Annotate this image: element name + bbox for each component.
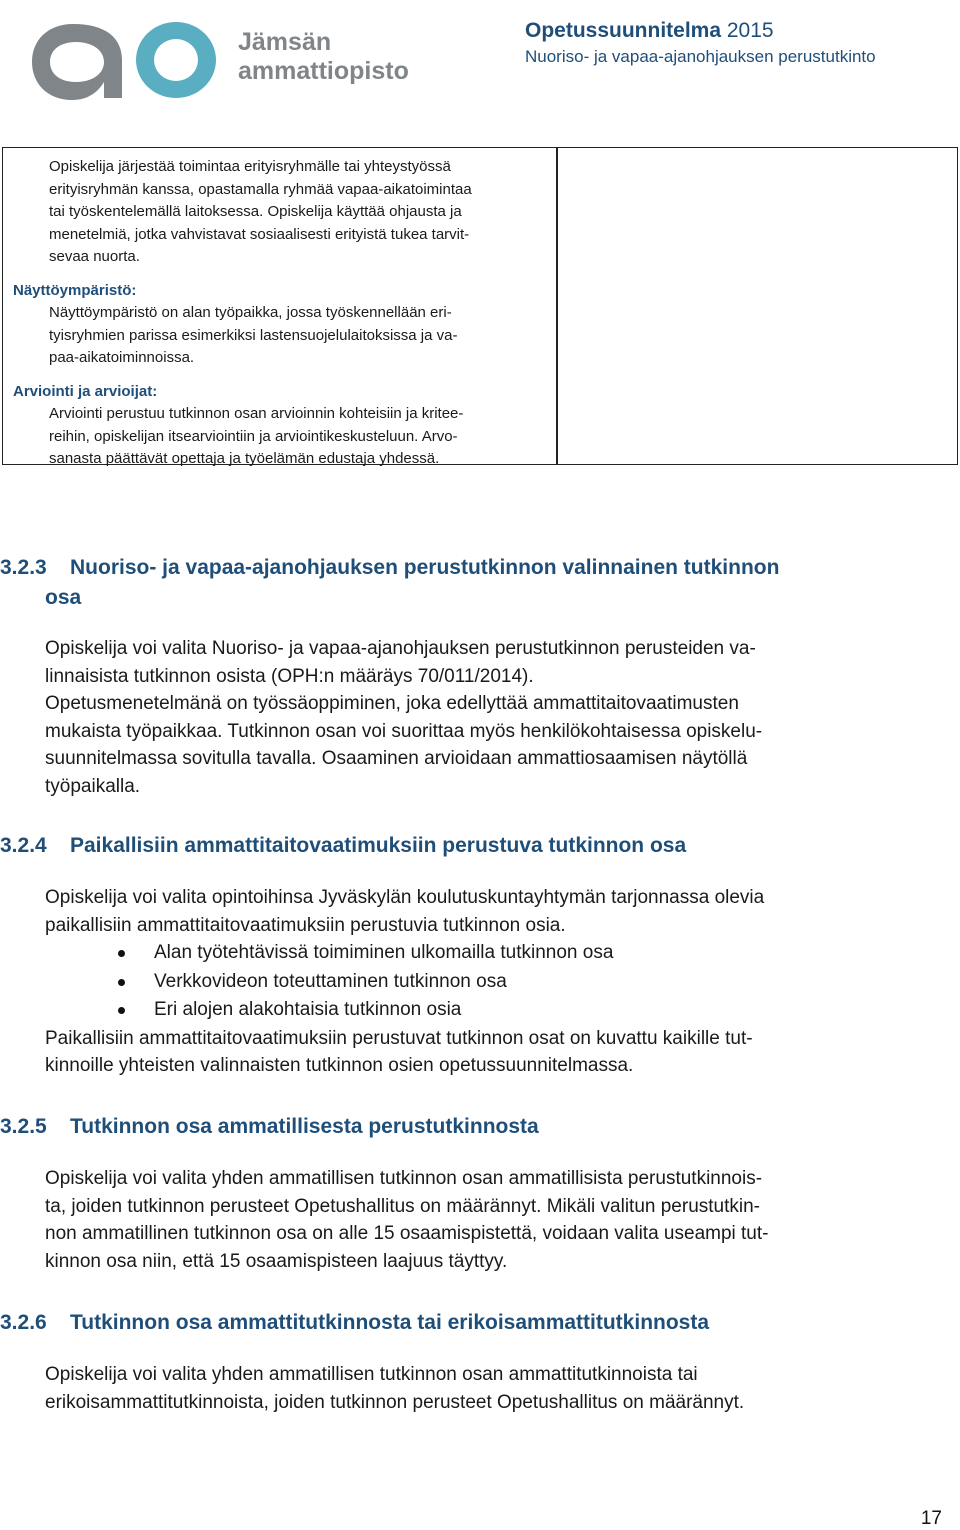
text-line: kinnoille yhteisten valinnaisten tutkinnon osien opetussuunnitelmassa. (45, 1055, 634, 1076)
svg-text:ammattiopisto: ammattiopisto (238, 57, 409, 85)
logo-letter-o-icon (136, 22, 216, 98)
bullet-list (0, 939, 925, 1025)
section-number: 3.2.6 (0, 1311, 47, 1334)
text-line: paa-aikatoiminnoissa. (49, 349, 195, 366)
list-item (0, 939, 925, 968)
environment-paragraph (13, 302, 553, 370)
section-title: Tutkinnon osa ammatillisesta perustutkinnosta (70, 1115, 539, 1138)
section-title: Nuoriso- ja vapaa-ajanohjauksen perustutkinnon valinnainen tutkinnon (70, 556, 780, 579)
assessment-label: Arviointi ja arvioijat: (13, 382, 158, 400)
intro-paragraph (13, 156, 553, 269)
section-heading-3-2-6 (0, 1308, 950, 1338)
text-line: linnaisista tutkinnon osista (OPH:n määräys 70/011/2014). (45, 665, 534, 687)
page-header (0, 0, 960, 110)
text-line: Arviointi perustuu tutkinnon osan arvioinnin kohteisiin ja kritee- (49, 405, 464, 422)
text-line: Opiskelija voi valita yhden ammatillisen tutkinnon osan ammatillisista perustutkinnois- (45, 1168, 763, 1189)
section-3-2-5-body (45, 1165, 925, 1275)
section-heading-3-2-4 (0, 831, 950, 861)
bullet-icon (118, 950, 125, 957)
header-document-info (525, 18, 930, 69)
svg-text:Jämsän: Jämsän (238, 28, 332, 56)
text-line: tai työskentelemällä laitoksessa. Opiskelija käyttää ohjausta ja (49, 203, 462, 220)
bullet-icon (118, 1007, 125, 1014)
text-line: Opiskelija voi valita opintoihinsa Jyväskylän koulutuskuntayhtymän tarjonnassa olevia (45, 887, 765, 908)
section-3-2-6-body (45, 1361, 925, 1416)
text-line: paikallisiin ammattitaitovaatimuksiin perustuvia tutkinnon osia. (45, 914, 566, 936)
text-line: sevaa nuorta. (49, 248, 140, 265)
text-line: työpaikalla. (45, 775, 141, 797)
text-line: erityisryhmän kanssa, opastamalla ryhmää vapaa-aikatoimintaa (49, 180, 472, 198)
list-item (0, 996, 925, 1025)
text-line: sanasta päättävät opettaja ja työelämän edustaja yhdessä. (49, 450, 440, 467)
text-line: reihin, opiskelijan itsearviointiin ja arviointikeskusteluun. Arvo- (49, 427, 458, 445)
text-line: Opetusmenetelmänä on työssäoppiminen, joka edellyttää ammattitaitovaatimusten (45, 693, 739, 714)
table-column-divider (556, 148, 558, 464)
text-line: tyisryhmien parissa esimerkiksi lastensuojelulaitoksissa ja va- (49, 326, 458, 344)
section-title: Tutkinnon osa ammattitutkinnosta tai erikoisammattitutkinnosta (70, 1311, 710, 1334)
section-3-2-4-body (45, 884, 925, 1080)
text-line: kinnon osa niin, että 15 osaamispisteen laajuus täyttyy. (45, 1250, 508, 1272)
text-line: menetelmiä, jotka vahvistavat sosiaalisesti erityistä tukea tarvit- (49, 225, 470, 243)
list-item-text: Alan työtehtävissä toimiminen ulkomailla tutkinnon osa (154, 942, 614, 963)
text-line: non ammatillinen tutkinnon osa on alle 15 osaamispistettä, voidaan valita useampi tut- (45, 1223, 769, 1244)
text-line: Paikallisiin ammattitaitovaatimuksiin perustuvat tutkinnon osat on kuvattu kaikille tut- (45, 1027, 753, 1049)
text-line: Opiskelija voi valita Nuoriso- ja vapaa-ajanohjauksen perustutkinnon perusteiden va- (45, 638, 756, 659)
text-line: Opiskelija järjestää toimintaa erityisryhmälle tai yhteystyössä (49, 158, 451, 175)
page-number: 17 (920, 1508, 942, 1529)
document-title (525, 18, 930, 44)
text-line: Opiskelija voi valita yhden ammatillisen tutkinnon osan ammattitutkinnoista tai (45, 1364, 698, 1385)
section-number: 3.2.5 (0, 1115, 47, 1138)
document-year: 2015 (726, 19, 774, 42)
table-cell-left (13, 156, 553, 471)
text-line: Näyttöympäristö on alan työpaikka, jossa työskennellään eri- (49, 304, 452, 321)
logo-letter-a-icon (32, 24, 122, 100)
section-title-continued: osa (45, 586, 82, 609)
text-line: suunnitelmassa sovitulla tavalla. Osaaminen arvioidaan ammattiosaamisen näytöllä (45, 748, 748, 769)
section-heading-3-2-5 (0, 1112, 950, 1142)
text-line: mukaista työpaikkaa. Tutkinnon osan voi suorittaa myös henkilökohtaisessa opiskelu- (45, 720, 763, 742)
bullet-icon (118, 979, 125, 986)
section-3-2-3-body (45, 635, 925, 800)
list-item (0, 968, 925, 997)
text-line: ta, joiden tutkinnon perusteet Opetushallitus on määrännyt. Mikäli valitun perustutkin- (45, 1195, 761, 1217)
text-line: erikoisammattitutkinnoista, joiden tutkinnon perusteet Opetushallitus on määrännyt. (45, 1391, 745, 1413)
section-title: Paikallisiin ammattitaitovaatimuksiin perustuva tutkinnon osa (70, 834, 687, 857)
list-item-text: Eri alojen alakohtaisia tutkinnon osia (154, 999, 462, 1020)
document-subtitle: Nuoriso- ja vapaa-ajanohjauksen perustutkinto (525, 47, 876, 66)
section-heading-3-2-3 (0, 553, 950, 613)
section-number: 3.2.4 (0, 834, 47, 857)
document-title-text: Opetussuunnitelma (525, 19, 722, 42)
jamsan-ammattiopisto-logo (18, 2, 438, 106)
section-number: 3.2.3 (0, 556, 47, 579)
assessment-paragraph (13, 403, 553, 471)
environment-label: Näyttöympäristö: (13, 281, 137, 299)
assessment-table (2, 147, 958, 465)
list-item-text: Verkkovideon toteuttaminen tutkinnon osa (154, 970, 507, 992)
